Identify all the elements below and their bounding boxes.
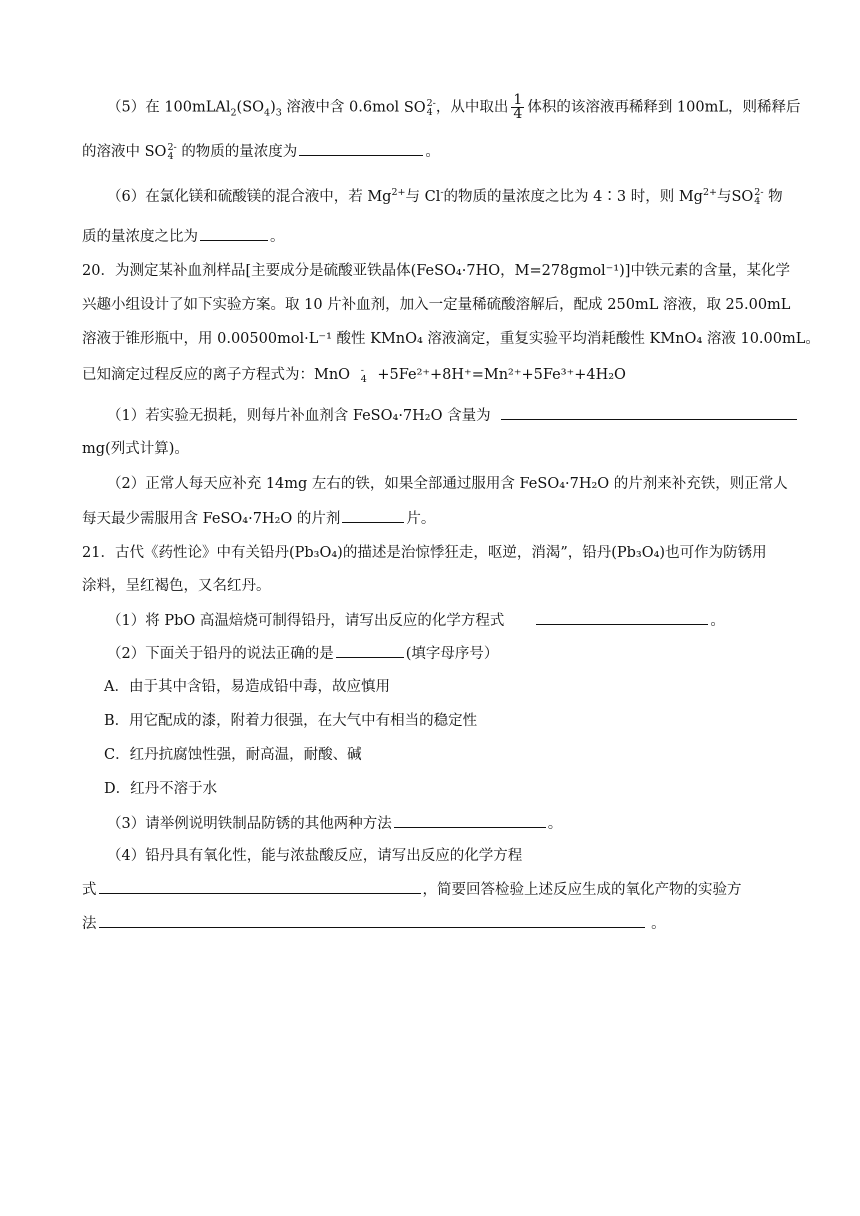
q19-part5-line1: [107, 94, 810, 121]
text: 质的量浓度之比为: [82, 229, 198, 245]
text: (填字母序号）: [405, 646, 499, 662]
q19-part6-line1: [107, 187, 810, 207]
text: 的物质的量浓度为: [181, 144, 298, 160]
sulfate-ion: SO 2- 4: [403, 97, 436, 118]
text: 体积的该溶液再稀释到 100mL，则稀释后: [527, 99, 801, 116]
superscript: -: [440, 187, 444, 199]
answer-blank[interactable]: [336, 643, 404, 658]
subscript: 3: [275, 107, 282, 119]
answer-blank[interactable]: [299, 141, 423, 156]
text: （3）请举例说明铁制品防锈的其他两种方法: [107, 816, 392, 832]
text: ，从中取出: [435, 99, 509, 116]
q20-stem-line1: 20．为测定某补血剂样品[主要成分是硫酸亚铁晶体(FeSO₄·7HO，M=278gmol⁻¹)]中铁元素的含量，某化学: [82, 263, 790, 279]
sulfate-ion: SO 2- 4: [731, 187, 764, 207]
q20-stem-line3: 溶液于锥形瓶中，用 0.00500mol·L⁻¹ 酸性 KMnO₄ 溶液滴定，重复实验平均消耗酸性 KMnO₄ 溶液 10.00mL。: [82, 331, 820, 347]
answer-blank[interactable]: [342, 508, 404, 523]
text: (SO: [236, 99, 265, 116]
text: 。: [710, 613, 725, 629]
q21-option-c[interactable]: C．红丹抗腐蚀性强，耐高温，耐酸、碱: [104, 747, 362, 763]
subscript: 4: [264, 107, 271, 119]
text: （2）下面关于铅丹的说法正确的是: [107, 646, 334, 662]
q19-part5-line2: [82, 141, 810, 162]
text: （1）若实验无损耗，则每片补血剂含 FeSO₄·7H₂O 含量为: [107, 408, 491, 424]
q21-stem-line2: 涂料，呈红褐色，又名红丹。: [82, 578, 271, 594]
answer-blank[interactable]: [99, 913, 645, 928]
text: 与 Cl: [405, 189, 441, 205]
q21-part3: [107, 813, 810, 834]
answer-blank[interactable]: [501, 405, 797, 420]
permanganate-charge: - 4: [360, 365, 367, 385]
text: +5Fe²⁺+8H⁺=Mn²⁺+5Fe³⁺+4H₂O: [377, 367, 626, 383]
text: 已知滴定过程反应的离子方程式为：MnO: [82, 367, 351, 383]
answer-blank[interactable]: [200, 226, 268, 241]
answer-blank[interactable]: [536, 610, 708, 625]
q21-option-a[interactable]: A．由于其中含铅，易造成铅中毒，故应慎用: [104, 679, 390, 695]
sulfate-ion: SO 2- 4: [144, 142, 177, 162]
text: 。: [646, 916, 666, 932]
superscript: 2+: [391, 187, 406, 199]
text: 与: [716, 189, 732, 205]
text: 每天最少需服用含 FeSO₄·7H₂O 的片剂: [82, 511, 341, 527]
text: ，简要回答检验上述反应生成的氧化产物的实验方: [422, 882, 742, 898]
subscript: 2: [230, 107, 237, 119]
text: 式: [82, 882, 97, 898]
text: 溶液中含 0.6mol: [281, 99, 400, 116]
text: 物: [768, 189, 783, 205]
text: 片。: [406, 511, 436, 527]
answer-blank[interactable]: [394, 813, 546, 828]
text: （6）在氯化镁和硫酸镁的混合液中，若 Mg: [107, 189, 392, 205]
text: 。: [425, 144, 440, 160]
text: 法: [82, 916, 97, 932]
q21-part4-line2: [82, 879, 810, 900]
text: 的物质的量浓度之比为 4∶3 时，则 Mg: [443, 189, 703, 205]
answer-blank[interactable]: [99, 879, 421, 894]
fraction-one-quarter: $\frac{1}{4}$: [513, 92, 523, 122]
text: 。: [547, 816, 563, 832]
q21-stem-line1: 21．古代《药性论》中有关铅丹(Pb₃O₄)的描述是治惊悸狂走，呕逆，消渴”，铅丹(Pb₃O₄)也可作为防锈用: [82, 545, 767, 561]
q21-part4-line3: [82, 913, 810, 934]
text: ): [270, 99, 276, 116]
q19-part6-line2: [82, 226, 810, 247]
text: （5）在 100mLAl: [107, 99, 231, 116]
q20-stem-line2: 兴趣小组设计了如下实验方案。取 10 片补血剂，加入一定量稀硫酸溶解后，配成 250mL 溶液，取 25.00mL: [82, 297, 791, 313]
q20-part1-line1: [107, 405, 810, 426]
q20-part2-line2: [82, 508, 810, 529]
q20-part2-line1: （2）正常人每天应补充 14mg 左右的铁，如果全部通过服用含 FeSO₄·7H₂O 的片剂来补充铁，则正常人: [107, 476, 788, 492]
text: 的溶液中: [82, 144, 140, 160]
superscript: 2+: [702, 187, 717, 199]
q21-part4-line1: （4）铅丹具有氧化性，能与浓盐酸反应，请写出反应的化学方程: [107, 848, 523, 864]
q21-option-b[interactable]: B．用它配成的漆，附着力很强，在大气中有相当的稳定性: [104, 713, 478, 729]
q21-part2: [107, 643, 810, 664]
q21-part1: [107, 610, 810, 631]
q20-part1-line2: mg(列式计算)。: [82, 441, 189, 457]
text: 。: [270, 229, 285, 245]
q20-stem-line4: [82, 365, 810, 385]
q21-option-d[interactable]: D．红丹不溶于水: [104, 781, 218, 797]
text: （1）将 PbO 高温焙烧可制得铅丹，请写出反应的化学方程式: [107, 613, 505, 629]
